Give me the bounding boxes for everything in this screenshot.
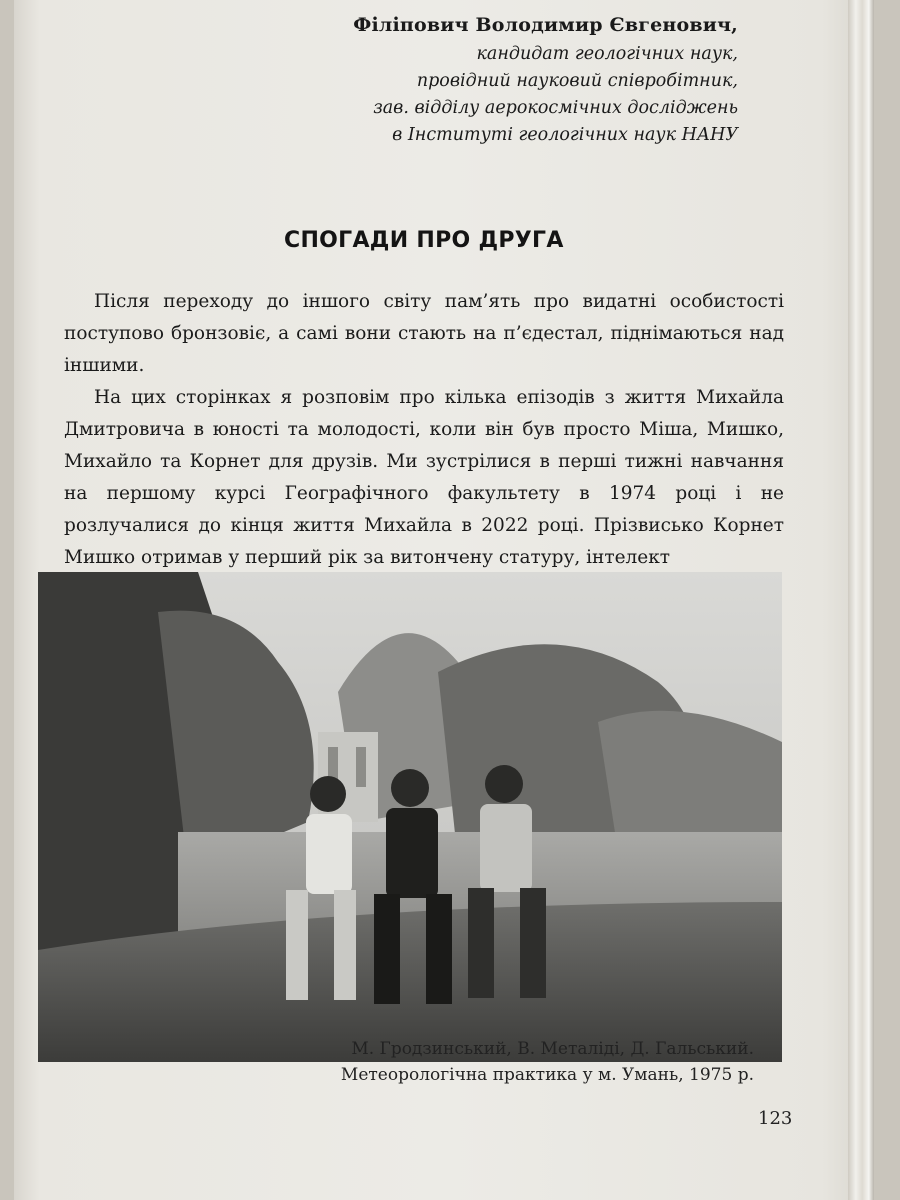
author-credential: кандидат геологічних наук,	[476, 44, 738, 64]
book-page	[14, 0, 874, 1200]
page-edge	[848, 0, 874, 1200]
paragraph: Після переходу до іншого світу пам’ять про видатні особистості поступово бронзовіє, а самі вони стають на п’єдестал, піднімаються над іншими.	[64, 291, 784, 376]
photo-caption	[341, 1036, 754, 1088]
author-credential: зав. відділу аерокосмічних досліджень	[373, 98, 738, 118]
page-number: 123	[758, 1108, 793, 1129]
paragraph: На цих сторінках я розповім про кілька епізодів з життя Михайла Дмитровича в юності та молодості, коли він був просто Міша, Мишко, Михайло та Корнет для друзів. Ми зустрілися в перші тижні навчання на першому курсі Географічного факультету в 1974 році і не розлучалися до кінця життя Михайла в 2022 році. Прізвисько Корнет Мишко отримав у перший рік за витончену статуру, інтелект	[64, 387, 784, 568]
author-name: Філіпович Володимир Євгенович,	[353, 14, 738, 36]
caption-line: М. Гродзинський, В. Металіді, Д. Гальський.	[351, 1039, 754, 1059]
caption-line: Метеорологічна практика у м. Умань, 1975 р.	[340, 1065, 754, 1085]
section-heading: СПОГАДИ ПРО ДРУГА	[284, 228, 564, 253]
author-credential: провідний науковий співробітник,	[416, 71, 738, 91]
author-block	[353, 14, 738, 149]
historical-photo	[38, 572, 782, 1062]
body-text	[64, 286, 784, 574]
author-credential: в Інституті геологічних наук НАНУ	[392, 125, 738, 145]
